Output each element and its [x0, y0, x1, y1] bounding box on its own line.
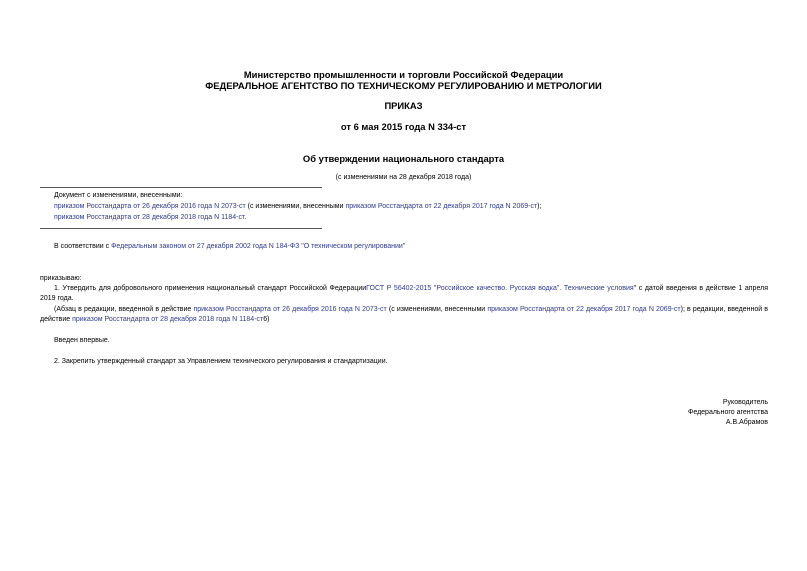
gost-link[interactable]: ГОСТ Р 56402-2015 "Российское качество. Русская водка". Технические условия: [366, 285, 634, 292]
amendment-link-2018[interactable]: приказом Росстандарта от 28 декабря 2018 года N 1184-ст: [54, 214, 245, 221]
document-type: ПРИКАЗ: [384, 100, 423, 111]
signature-title-2: Федерального агентства: [688, 409, 768, 416]
note-link-2016[interactable]: приказом Росстандарта от 26 декабря 2016 года N 2073-ст: [193, 306, 387, 313]
changes-note: (с изменениями на 28 декабря 2018 года): [335, 174, 472, 181]
agency-name: ФЕДЕРАЛЬНОЕ АГЕНТСТВО ПО ТЕХНИЧЕСКОМУ РЕГУЛИРОВАНИЮ И МЕТРОЛОГИИ: [205, 80, 602, 91]
note-link-2017[interactable]: приказом Росстандарта от 22 декабря 2017 года N 2069-ст: [487, 306, 681, 313]
amendments-intro: Документ с изменениями, внесенными:: [54, 192, 183, 199]
divider-bottom: [40, 228, 322, 229]
item-2: 2. Закрепить утвержденный стандарт за Управлением технического регулирования и стандартизации.: [54, 358, 388, 365]
signature-title-1: Руководитель: [722, 399, 768, 406]
amendment-text-end: );: [537, 203, 542, 210]
note-mid-1: (с изменениями, внесенными: [386, 306, 488, 313]
note-mid-2: ); в редакции, введенной в действие: [40, 306, 768, 323]
amendments-line-1: [54, 202, 541, 211]
note-link-2018[interactable]: приказом Росстандарта от 28 декабря 2018 года N 1184-ст: [72, 316, 264, 323]
item-1-end: " с датой введения в действие 1 апреля 2019 года.: [40, 285, 768, 302]
amendment-text-end-2: .: [244, 214, 247, 221]
ministry-name: Министерство промышленности и торговли Российской Федерации: [243, 69, 564, 80]
signature-name: А.В.Абрамов: [725, 419, 768, 426]
amendment-text: (с изменениями, внесенными: [245, 203, 346, 210]
divider-top: [40, 187, 322, 188]
preamble: [54, 242, 405, 251]
edition-note: [40, 305, 768, 325]
item-1: [40, 284, 768, 304]
item-1-text: 1. Утвердить для добровольного применения национальный стандарт Российской Федерации: [54, 285, 367, 292]
order-word: приказываю:: [40, 275, 82, 282]
amendment-link-2017[interactable]: приказом Росстандарта от 22 декабря 2017 года N 2069-ст: [345, 203, 538, 210]
note-start: (Абзац в редакции, введенной в действие: [54, 306, 194, 313]
introduced-note: Введен впервые.: [54, 337, 110, 344]
document-subject: Об утверждении национального стандарта: [302, 153, 505, 164]
federal-law-link[interactable]: Федеральным законом от 27 декабря 2002 года N 184-ФЗ "О техническом регулировании": [111, 243, 406, 250]
note-end: 6): [263, 316, 270, 323]
amendment-link-2016[interactable]: приказом Росстандарта от 26 декабря 2016 года N 2073-ст: [54, 203, 246, 210]
document-date: от 6 мая 2015 года N 334-ст: [340, 121, 467, 132]
preamble-text: В соответствии с: [54, 243, 112, 250]
amendments-line-2: [54, 213, 246, 222]
